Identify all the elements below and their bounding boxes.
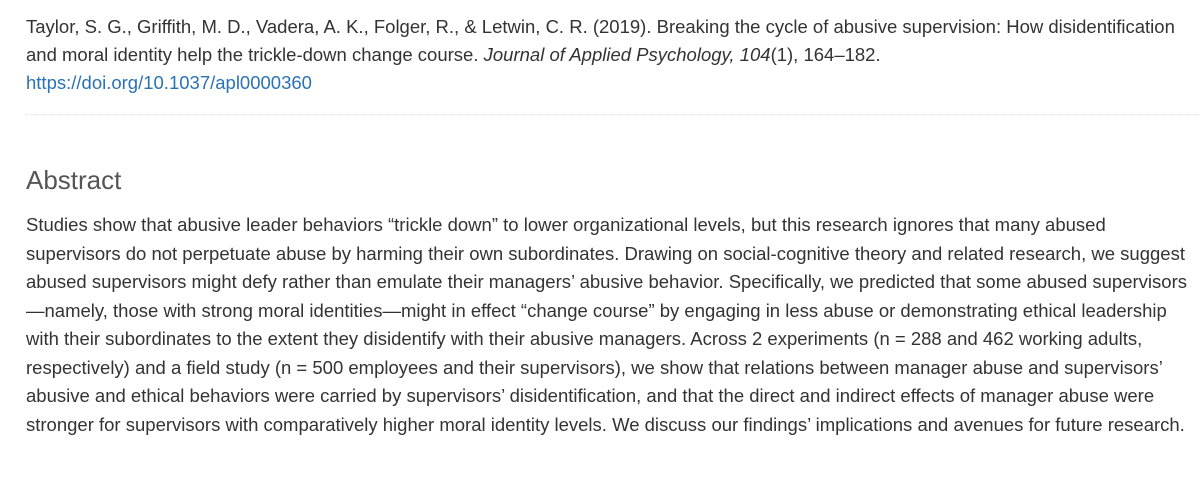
citation [26,13,1191,97]
citation-journal-volume: Journal of Applied Psychology, 104 [483,44,771,65]
citation-authors-title: Taylor, S. G., Griffith, M. D., Vadera, A. K., Folger, R., & Letwin, C. R. (2019). Breaking the cycle of abusive supervision: How disidentification and moral identity help the trickle-down change course. [26,16,1175,65]
abstract-heading: Abstract [26,165,122,195]
section-divider [26,114,1200,115]
citation-issue-pages: (1), 164–182. [770,44,881,65]
abstract-text: Studies show that abusive leader behaviors “trickle down” to lower organizational levels, but this research ignores that many abused supervisors do not perpetuate abuse by harming their own subordinates. Drawing on social-cognitive theory and related research, we suggest abused supervisors might defy rather than emulate their managers’ abusive behavior. Specifically, we predicted that some abused supervisors—namely, those with strong moral identities—might in effect “change course” by engaging in less abuse or demonstrating ethical leadership with their subordinates to the extent they disidentify with their abusive managers. Across 2 experiments (n = 288 and 462 working adults, respectively) and a field study (n = 500 employees and their supervisors), we show that relations between manager abuse and supervisors’ abusive and ethical behaviors were carried by supervisors’ disidentification, and that the direct and indirect effects of manager abuse were stronger for supervisors with comparatively higher moral identity levels. We discuss our findings’ implications and avenues for future research. [26,214,1187,435]
doi-link[interactable]: https://doi.org/10.1037/apl0000360 [26,72,312,93]
